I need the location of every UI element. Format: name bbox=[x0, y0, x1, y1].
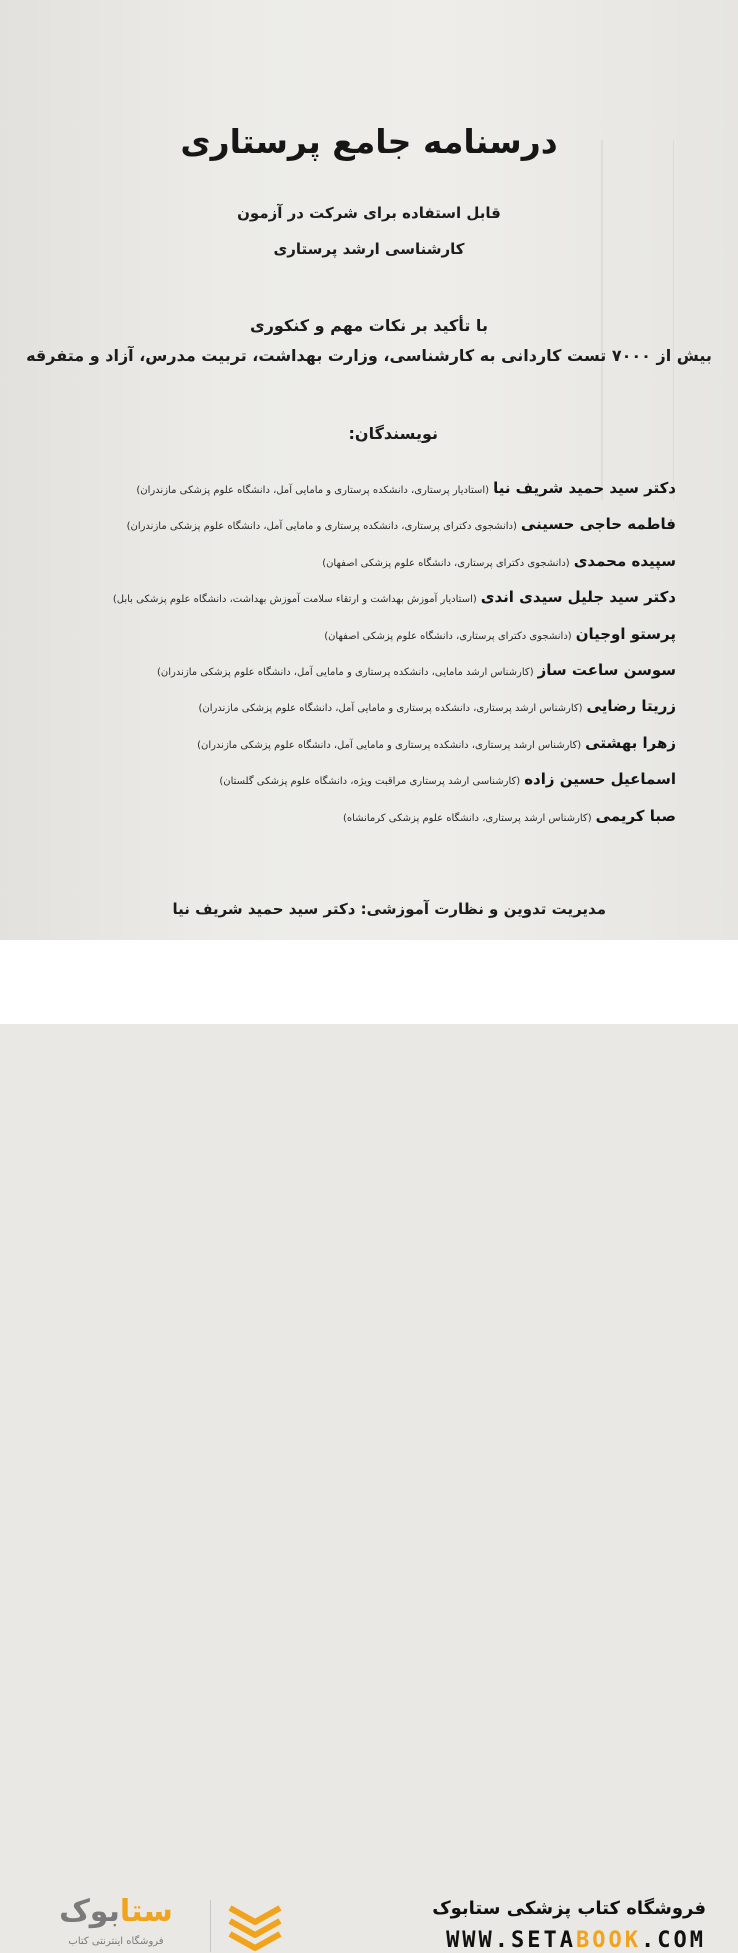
author-affiliation: (کارشناس ارشد پرستاری، دانشکده پرستاری و مامایی آمل، دانشگاه علوم پزشکی مازندران) bbox=[198, 703, 583, 715]
shop-url[interactable] bbox=[446, 1928, 706, 1953]
author-affiliation: (کارشناس ارشد مامایی، دانشکده پرستاری و مامایی آمل، دانشگاه علوم پزشکی مازندران) bbox=[156, 666, 534, 678]
author-item bbox=[36, 798, 676, 834]
logo-tagline: فروشگاه اینترنتی کتاب bbox=[68, 1936, 164, 1947]
emphasis-line-2: بیش از ۷۰۰۰ تست کاردانی به کارشناسی، وزارت بهداشت، تربیت مدرس، آزاد و متفرقه bbox=[26, 346, 712, 365]
author-item bbox=[36, 579, 676, 615]
emphasis-line-1: با تأکید بر نکات مهم و کنکوری bbox=[250, 316, 488, 335]
author-item bbox=[36, 725, 676, 761]
store-footer-banner bbox=[0, 940, 738, 1953]
author-name: دکتر سید جلیل سیدی اندی bbox=[480, 588, 676, 607]
subtitle-line-1: قابل استفاده برای شرکت در آزمون bbox=[237, 204, 501, 222]
document-title: درسنامه جامع پرستاری bbox=[180, 122, 558, 161]
author-item bbox=[36, 506, 676, 542]
author-item bbox=[36, 470, 676, 506]
url-part-2: BOOK bbox=[576, 1928, 642, 1953]
author-affiliation: (دانشجوی دکترای پرستاری، دانشگاه علوم پزشکی اصفهان) bbox=[324, 630, 572, 642]
author-item bbox=[36, 543, 676, 579]
author-affiliation: (دانشجوی دکترای پرستاری، دانشکده پرستاری و مامایی آمل، دانشگاه علوم پزشکی مازندران) bbox=[126, 521, 517, 533]
book-page bbox=[0, 0, 738, 940]
logo-word-part-1: ستا bbox=[119, 1894, 173, 1929]
author-item bbox=[36, 688, 676, 724]
author-item bbox=[36, 652, 676, 688]
author-affiliation: (استادیار آموزش بهداشت و ارتقاء سلامت آموزش بهداشت، دانشگاه علوم پزشکی بابل) bbox=[112, 594, 477, 606]
url-part-1: WWW.SETA bbox=[446, 1928, 577, 1953]
author-name: پرستو اوجیان bbox=[575, 624, 676, 643]
logo-divider bbox=[210, 1900, 211, 1952]
author-name: دکتر سید حمید شریف نیا bbox=[493, 479, 676, 497]
author-name: سپیده محمدی bbox=[573, 551, 676, 570]
author-name: صبا کریمی bbox=[595, 806, 676, 825]
author-affiliation: (کارشناسی ارشد پرستاری مراقبت ویژه، دانشگاه علوم پزشکی گلستان) bbox=[219, 776, 521, 788]
shop-name: فروشگاه کتاب پزشکی ستابوک bbox=[432, 1898, 706, 1919]
author-name: زریتا رضایی bbox=[586, 697, 676, 716]
chevron-stack-icon bbox=[226, 1902, 284, 1952]
author-name: فاطمه حاجی حسینی bbox=[520, 515, 676, 534]
author-affiliation: (دانشجوی دکترای پرستاری، دانشگاه علوم پزشکی اصفهان) bbox=[322, 557, 570, 569]
author-affiliation: (کارشناس ارشد پرستاری، دانشکده پرستاری و مامایی آمل، دانشگاه علوم پزشکی مازندران) bbox=[197, 739, 582, 751]
author-affiliation: (کارشناس ارشد پرستاری، دانشگاه علوم پزشکی کرمانشاه) bbox=[342, 812, 592, 824]
logo-wordmark bbox=[36, 1894, 196, 1929]
logo-word-part-2: بوک bbox=[59, 1894, 120, 1929]
authors-list bbox=[36, 470, 676, 834]
author-name: اسماعیل حسین زاده bbox=[524, 770, 676, 789]
editorial-management: مدیریت تدوین و نظارت آموزشی: دکتر سید حمید شریف نیا bbox=[172, 900, 606, 918]
author-item bbox=[36, 616, 676, 652]
authors-heading: نویسندگان: bbox=[348, 424, 438, 443]
url-part-3: .COM bbox=[641, 1928, 706, 1953]
author-affiliation: (استادیار پرستاری، دانشکده پرستاری و مامایی آمل، دانشگاه علوم پزشکی مازندران) bbox=[136, 485, 490, 496]
author-name: زهرا بهشتی bbox=[585, 733, 676, 752]
author-item bbox=[36, 761, 676, 797]
author-name: سوسن ساعت ساز bbox=[537, 660, 676, 679]
subtitle-line-2: کارشناسی ارشد پرستاری bbox=[273, 240, 465, 258]
